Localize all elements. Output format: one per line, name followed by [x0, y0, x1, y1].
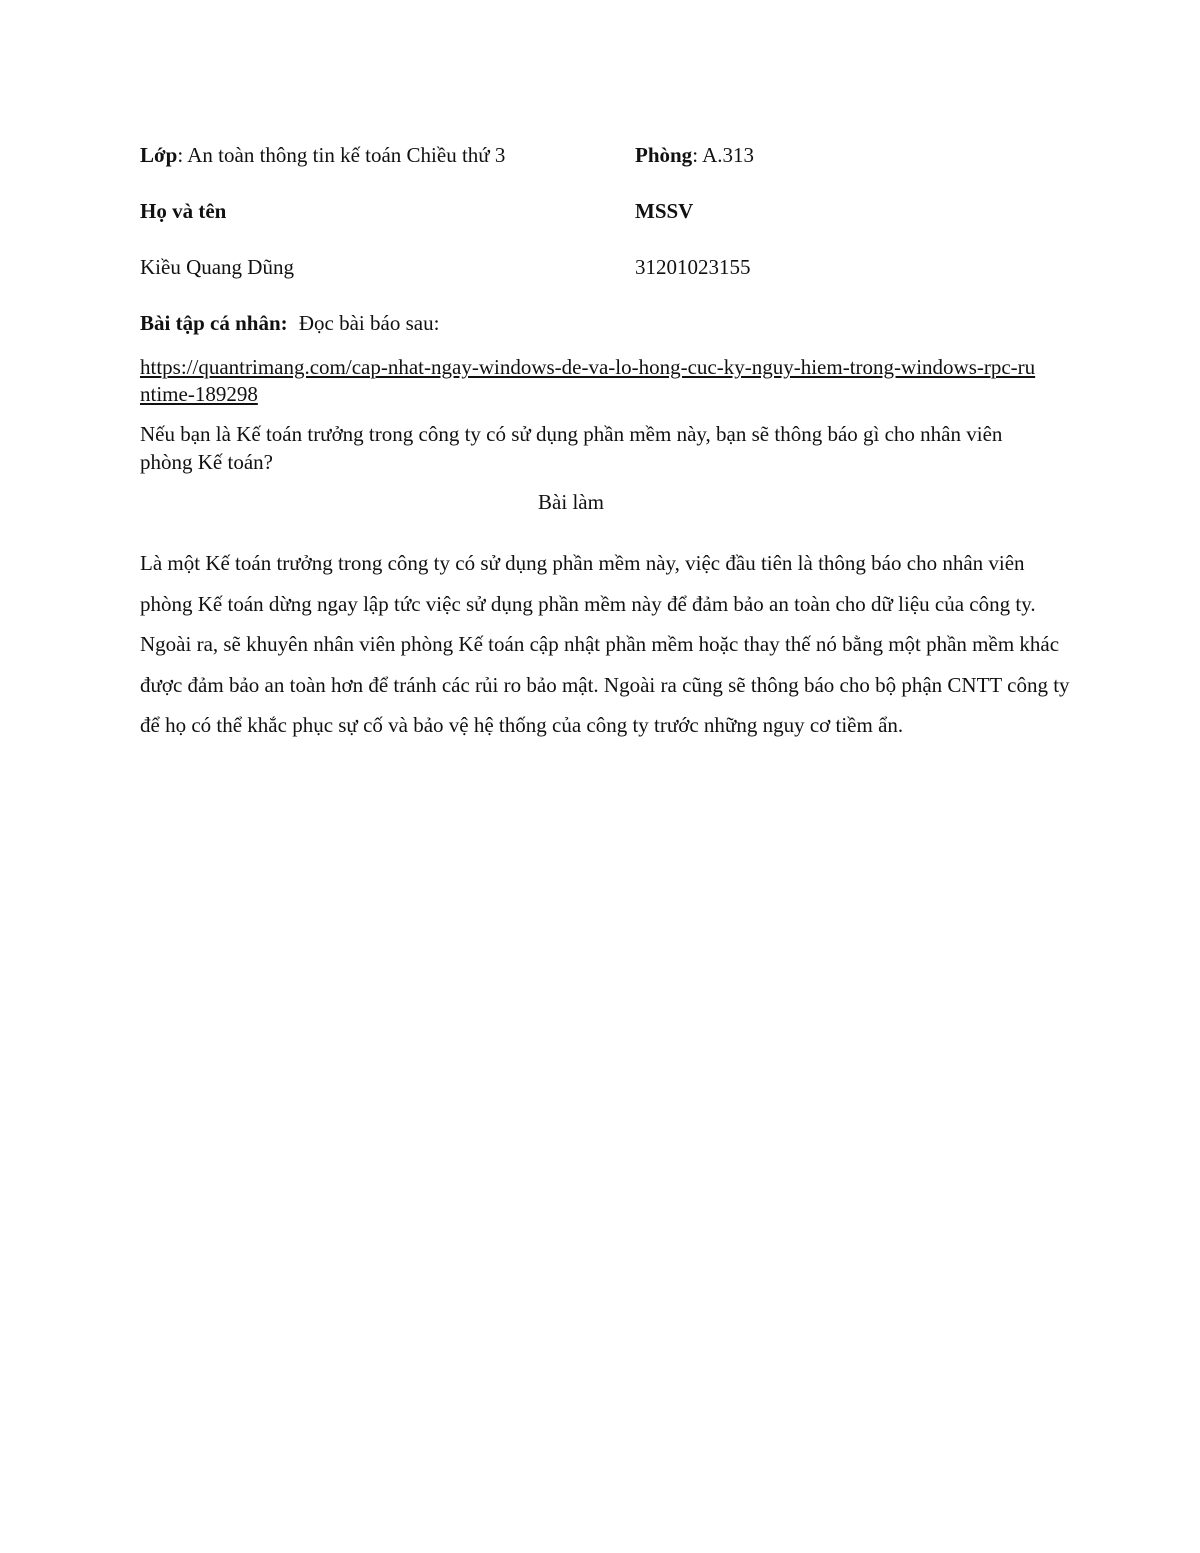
assignment-question: Nếu bạn là Kế toán trưởng trong công ty có sử dụng phần mềm này, bạn sẽ thông báo gì cho nhân viên phòng Kế toán? — [140, 422, 1003, 474]
assignment-row — [140, 311, 1060, 336]
room-value: : A.313 — [692, 143, 755, 167]
class-label: Lớp — [140, 143, 178, 167]
class-value: : An toàn thông tin kế toán Chiều thứ 3 — [177, 143, 506, 167]
answer-heading: Bài làm — [538, 490, 604, 514]
room-label: Phòng — [635, 143, 693, 167]
student-name: Kiều Quang Dũng — [140, 255, 294, 279]
student-id: 31201023155 — [635, 255, 751, 279]
answer-body: Là một Kế toán trưởng trong công ty có sử dụng phần mềm này, việc đầu tiên là thông báo cho nhân viên phòng Kế toán dừng ngay lập tức việc sử dụng phần mềm này để đảm bảo an toàn cho dữ liệu của công ty. Ngoài ra, sẽ khuyên nhân viên phòng Kế toán cập nhật phần mềm hoặc thay thế nó bằng một phần mềm khác được đảm bảo an toàn hơn để tránh các rủi ro bảo mật. Ngoài ra cũng sẽ thông báo cho bộ phận CNTT công ty để họ có thể khắc phục sự cố và bảo vệ hệ thống của công ty trước những nguy cơ tiềm ẩn. — [140, 551, 1070, 737]
room-info — [635, 143, 754, 168]
assignment-instruction: Đọc bài báo sau: — [298, 311, 440, 335]
class-info — [140, 143, 505, 168]
assignment-label: Bài tập cá nhân: — [140, 311, 288, 335]
article-link[interactable]: https://quantrimang.com/cap-nhat-ngay-windows-de-va-lo-hong-cuc-ky-nguy-hiem-trong-windows-rpc-runtime-189298 — [140, 355, 1036, 406]
name-label: Họ và tên — [140, 199, 227, 223]
id-label: MSSV — [635, 199, 694, 223]
